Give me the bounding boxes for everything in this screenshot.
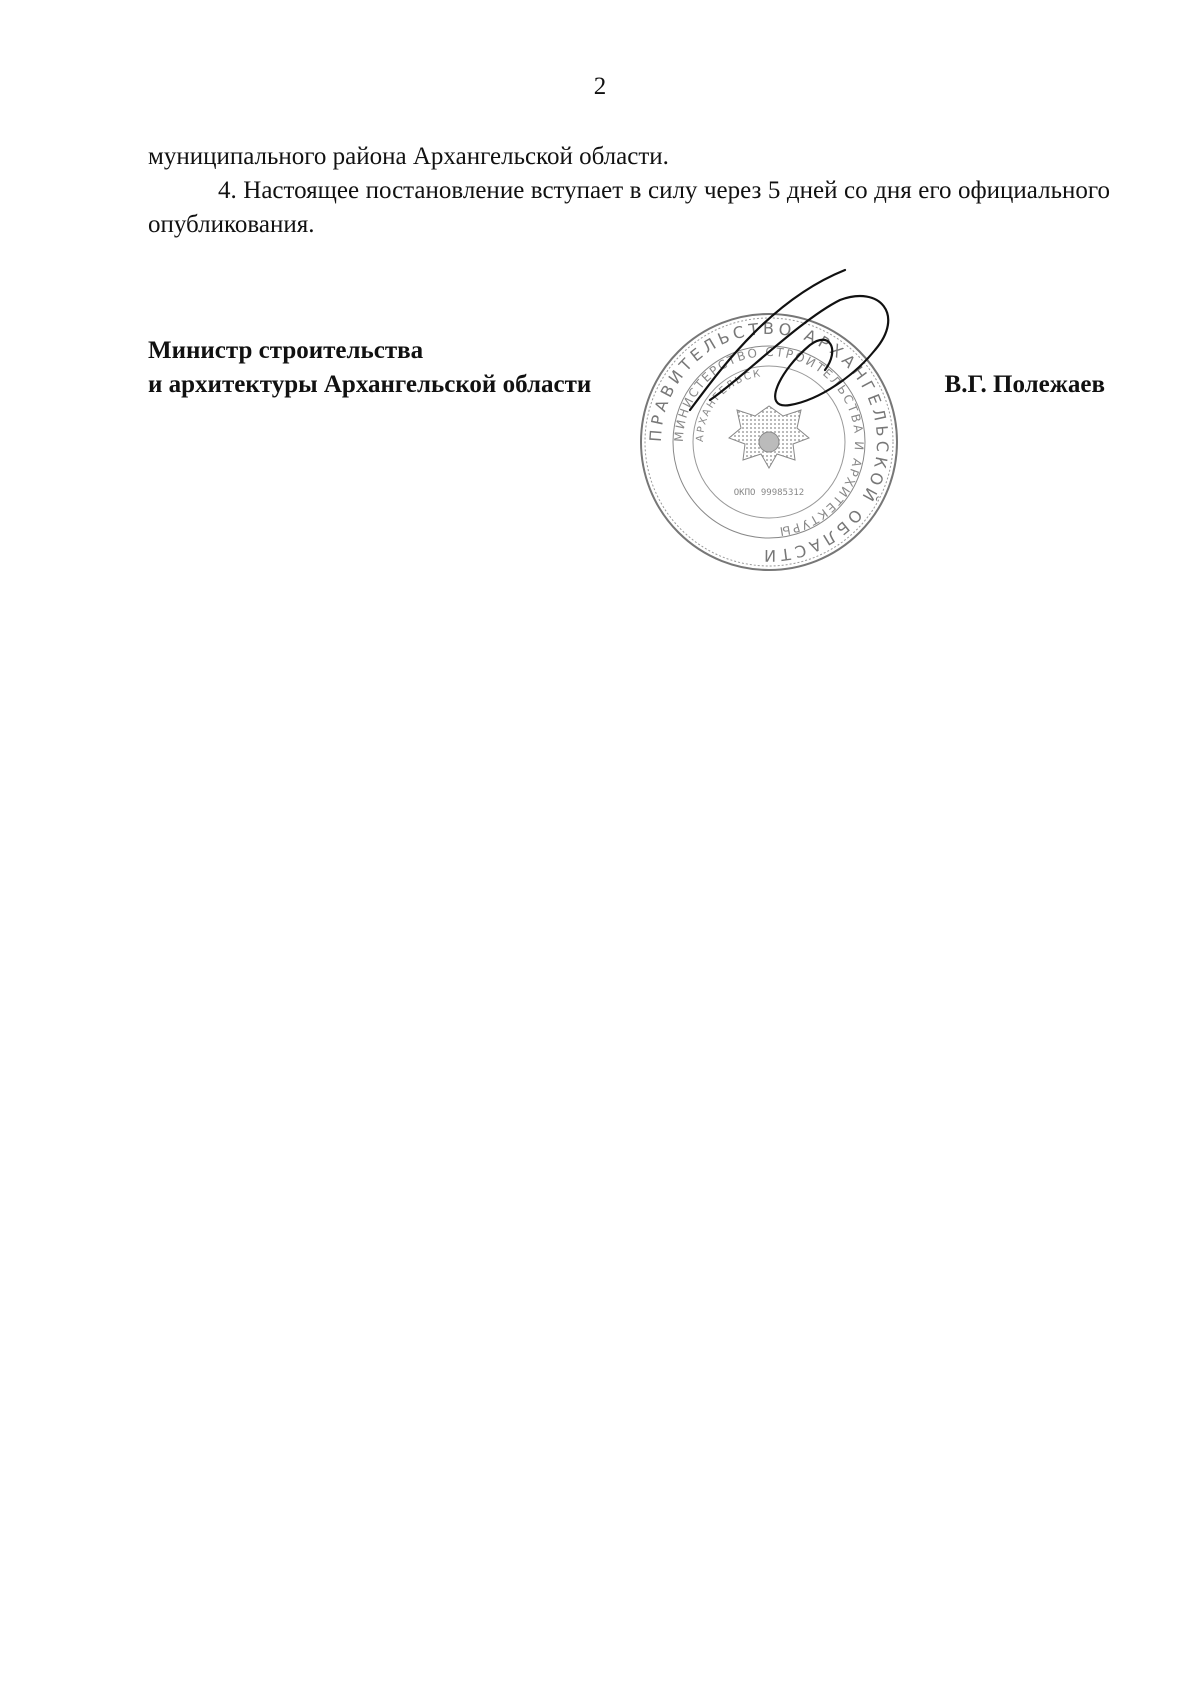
signatory-title xyxy=(148,334,591,402)
svg-text:МИНИСТЕРСТВО СТРОИТЕЛЬСТВА И А: МИНИСТЕРСТВО СТРОИТЕЛЬСТВА И АРХИТЕКТУРЫ xyxy=(671,344,867,539)
svg-text:АРХАНГЕЛЬСК: АРХАНГЕЛЬСК xyxy=(694,368,764,443)
signatory-title-line1: Министр строительства xyxy=(148,337,424,364)
svg-text:ПРАВИТЕЛЬСТВО АРХАНГЕЛЬСКОЙ ОБ: ПРАВИТЕЛЬСТВО АРХАНГЕЛЬСКОЙ ОБЛАСТИ xyxy=(645,318,893,566)
signatory-name: В.Г. Полежаев xyxy=(944,371,1105,398)
body-text xyxy=(148,140,1110,242)
paragraph-continuation: муниципального района Архангельской области. xyxy=(148,143,669,170)
paragraph-4: 4. Настоящее постановление вступает в силу через 5 дней со дня его официального опубликования. xyxy=(148,177,1110,238)
page-number: 2 xyxy=(593,73,607,100)
signatory-title-line2: и архитектуры Архангельской области xyxy=(148,371,592,398)
svg-text:ОКПО 99985312: ОКПО 99985312 xyxy=(733,488,805,498)
handwritten-signature xyxy=(680,260,920,460)
